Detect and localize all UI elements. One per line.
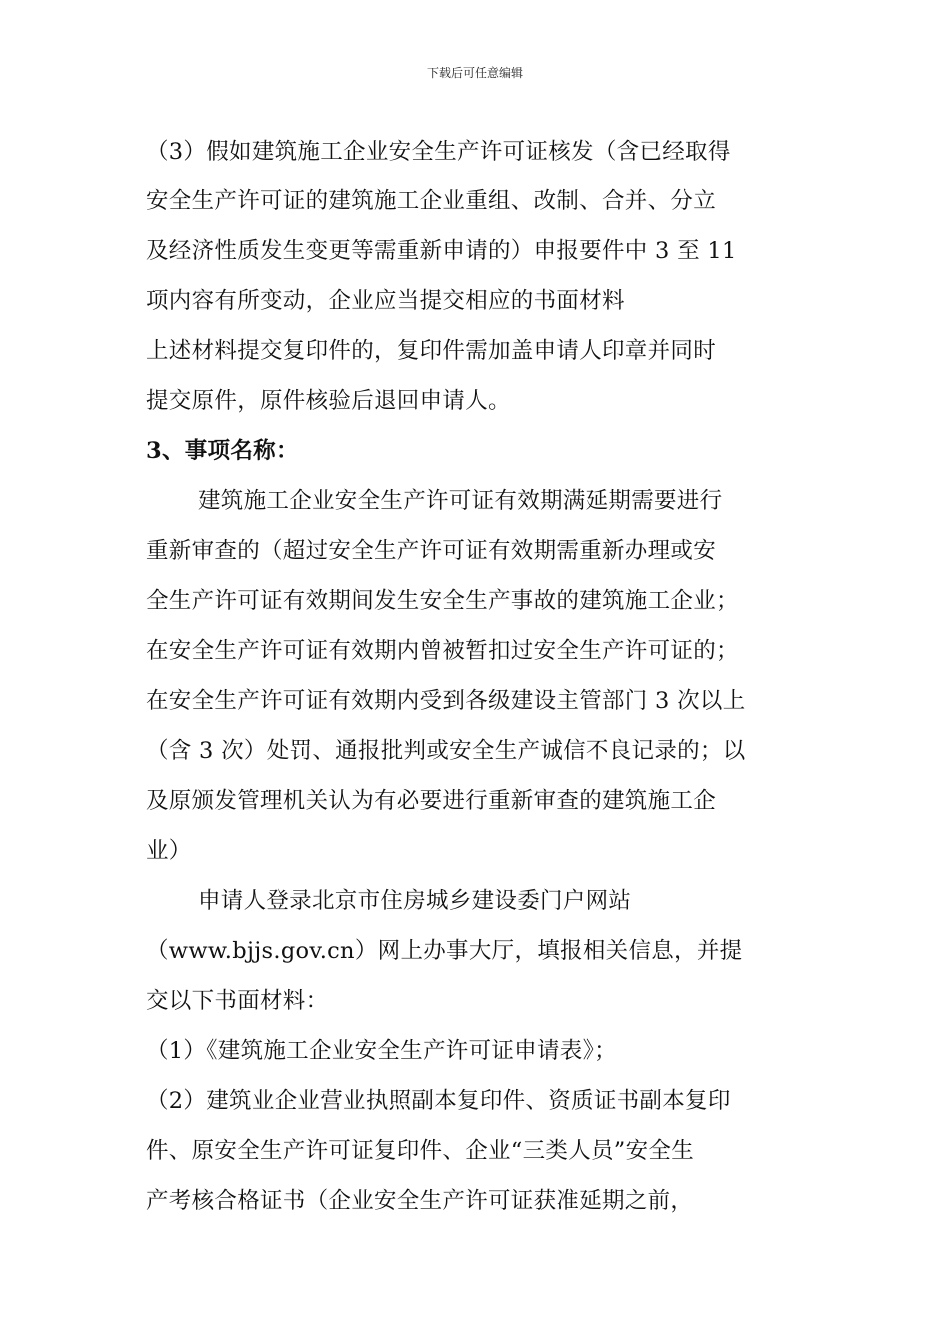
paragraph-line: 业）: [146, 838, 192, 864]
paragraph-line: 建筑施工企业安全生产许可证有效期满延期需要进行: [198, 488, 723, 514]
paragraph-line: 重新审查的（超过安全生产许可证有效期需重新办理或安: [146, 538, 717, 564]
paragraph-line: 在安全生产许可证有效期内曾被暂扣过安全生产许可证的；: [146, 638, 739, 664]
page-header: 下载后可任意编辑: [426, 66, 523, 80]
section-heading: 3、事项名称：: [146, 438, 299, 464]
paragraph-line: （含 3 次）处罚、通报批判或安全生产诚信不良记录的；以: [146, 738, 746, 764]
paragraph-line: 及经济性质发生变更等需重新申请的）申报要件中 3 至 11: [146, 238, 737, 264]
paragraph-line: （3）假如建筑施工企业安全生产许可证核发（含已经取得: [146, 139, 731, 165]
paragraph-line: 提交原件，原件核验后退回申请人。: [146, 388, 511, 414]
paragraph-line: 上述材料提交复印件的，复印件需加盖申请人印章并同时: [146, 338, 717, 364]
list-item: （1）《建筑施工企业安全生产许可证申请表》；: [146, 1038, 617, 1064]
paragraph-line: 产考核合格证书（企业安全生产许可证获准延期之前，: [146, 1188, 694, 1214]
paragraph-line: 在安全生产许可证有效期内受到各级建设主管部门 3 次以上: [146, 688, 746, 714]
paragraph-line: 申请人登录北京市住房城乡建设委门户网站: [198, 888, 632, 914]
paragraph-line: （www.bjjs.gov.cn）网上办事大厅，填报相关信息，并提: [146, 938, 743, 964]
paragraph-line: 件、原安全生产许可证复印件、企业“三类人员”安全生: [146, 1138, 695, 1164]
list-item: （2）建筑业企业营业执照副本复印件、资质证书副本复印: [146, 1088, 731, 1114]
paragraph-line: 项内容有所变动，企业应当提交相应的书面材料: [146, 288, 625, 314]
paragraph-line: 及原颁发管理机关认为有必要进行重新审查的建筑施工企: [146, 788, 717, 814]
paragraph-line: 交以下书面材料：: [146, 988, 329, 1014]
paragraph-line: 安全生产许可证的建筑施工企业重组、改制、合并、分立: [146, 188, 717, 214]
paragraph-line: 全生产许可证有效期间发生安全生产事故的建筑施工企业；: [146, 588, 739, 614]
